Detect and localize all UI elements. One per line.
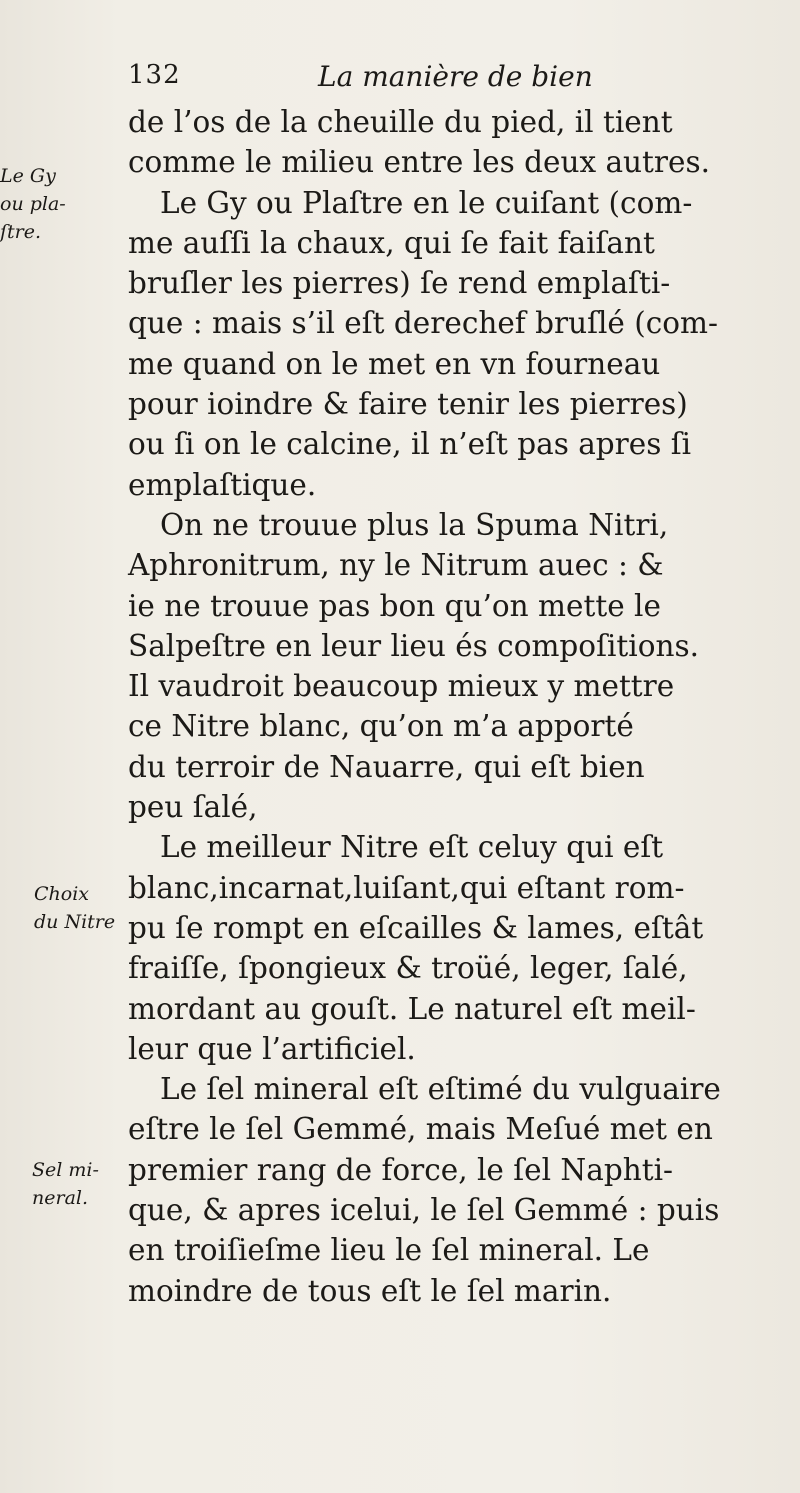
page-number: 132 bbox=[128, 60, 181, 90]
marginal-note-line: Le Gy bbox=[0, 165, 56, 187]
text-line: me auſſi la chaux, qui ſe fait faiſant bbox=[128, 225, 655, 260]
marginal-note-line: ſtre. bbox=[0, 221, 42, 243]
text-line: Salpeſtre en leur lieu és compoſitions. bbox=[128, 628, 699, 663]
marginal-note-line: Choix bbox=[34, 883, 90, 905]
text-line: peu ſalé, bbox=[128, 790, 258, 825]
text-line: blanc,incarnat,luiſant,qui eſtant rom- bbox=[128, 870, 685, 905]
text-line: Le ſel mineral eſt eſtimé du vulguaire bbox=[160, 1072, 721, 1107]
text-line: que : mais s’il eſt derechef bruſlé (com- bbox=[128, 306, 718, 341]
text-line: eſtre le ſel Gemmé, mais Meſué met en bbox=[128, 1112, 713, 1147]
marginal-note-line: du Nitre bbox=[34, 911, 116, 933]
text-line: de l’os de la cheuille du pied, il tient bbox=[128, 105, 673, 139]
text-line: Aphronitrum, ny le Nitrum auec : & bbox=[128, 548, 664, 583]
text-line: premier rang de force, le ſel Naphti- bbox=[128, 1152, 673, 1187]
text-line: fraiſſe, ſpongieux & troüé, leger, ſalé, bbox=[128, 951, 688, 986]
text-line: pour ioindre & faire tenir les pierres) bbox=[128, 387, 688, 422]
text-line: ou ſi on le calcine, il n’eſt pas apres ſi bbox=[128, 427, 692, 462]
text-line: Le Gy ou Plaſtre en le cuiſant (com- bbox=[160, 185, 693, 220]
marginal-note-nitre bbox=[34, 880, 115, 936]
text-line: moindre de tous eſt le ſel marin. bbox=[128, 1273, 612, 1308]
text-line: ce Nitre blanc, qu’on m’a apporté bbox=[128, 709, 634, 744]
text-line: leur que l’artificiel. bbox=[128, 1031, 416, 1066]
text-line: bruſler les pierres) ſe rend emplaſti- bbox=[128, 266, 671, 301]
text-line: Le meilleur Nitre eſt celuy qui eſt bbox=[160, 830, 664, 865]
text-line: me quand on le met en vn fourneau bbox=[128, 346, 661, 381]
text-line: On ne trouue plus la Spuma Nitri, bbox=[160, 507, 669, 542]
text-line: Il vaudroit beaucoup mieux y mettre bbox=[128, 669, 675, 704]
marginal-note-line: neral. bbox=[32, 1187, 89, 1209]
running-title: La manière de bien bbox=[318, 60, 593, 93]
text-line: que, & apres icelui, le ſel Gemmé : puis bbox=[128, 1193, 720, 1228]
marginal-note-sel bbox=[32, 1156, 99, 1212]
page-header bbox=[128, 60, 688, 100]
text-line: du terroir de Nauarre, qui eſt bien bbox=[128, 749, 645, 784]
text-line: pu ſe rompt en eſcailles & lames, eſtât bbox=[128, 910, 704, 945]
text-line: comme le milieu entre les deux autres. bbox=[128, 145, 710, 180]
marginal-note-line: ou pla- bbox=[0, 193, 66, 215]
text-line: emplaſtique. bbox=[128, 467, 317, 502]
marginal-note-gy bbox=[0, 162, 66, 246]
text-line: en troiſieſme lieu le ſel mineral. Le bbox=[128, 1233, 650, 1268]
text-line: ie ne trouue pas bon qu’on mette le bbox=[128, 588, 661, 623]
text-line: mordant au gouſt. Le naturel eſt meil- bbox=[128, 991, 696, 1026]
body-text bbox=[128, 102, 800, 1311]
marginal-note-line: Sel mi- bbox=[32, 1159, 99, 1181]
